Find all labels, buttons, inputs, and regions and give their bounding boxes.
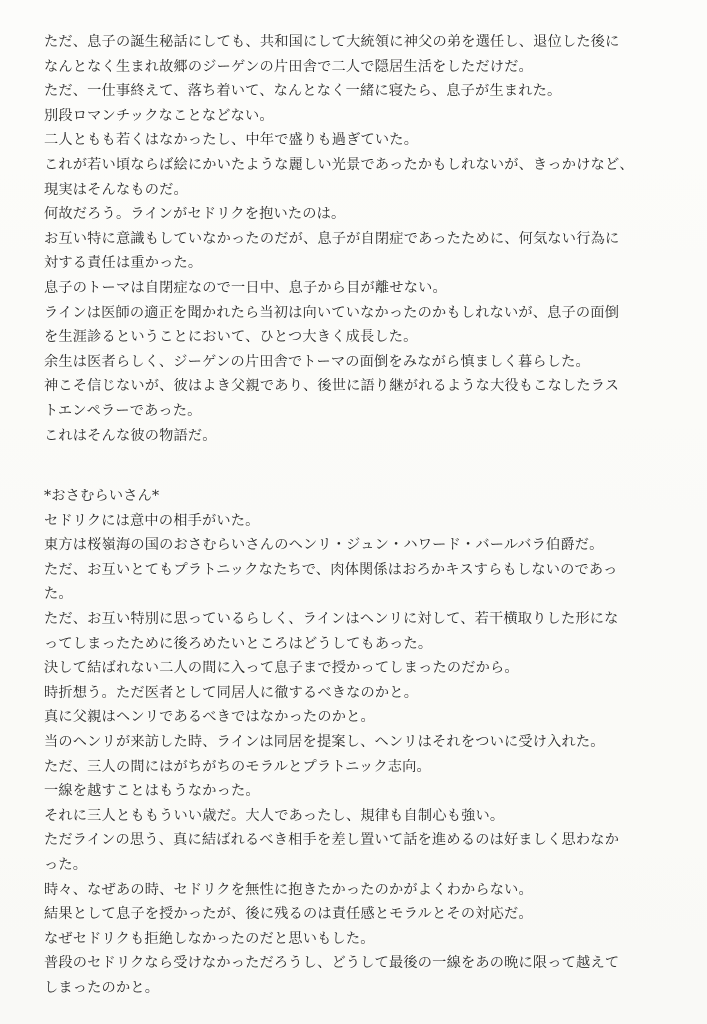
text-line: ってしまったために後ろめたいところはどうしてもあった。 — [44, 635, 433, 652]
text-line: 決して結ばれない二人の間に入って息子まで授かってしまったのだから。 — [44, 660, 519, 677]
text-line: ラインは医師の適正を聞かれたら当初は向いていなかったのかもしれないが、息子の面倒 — [44, 304, 620, 321]
text-line: 別段ロマンチックなことなどない。 — [44, 107, 274, 124]
text-line: 余生は医者らしく、ジーゲンの片田舎でトーマの面倒をみながら慎ましく暮らした。 — [44, 353, 590, 370]
text-line: これはそんな彼の物語だ。 — [44, 427, 217, 444]
text-line: 時折想う。ただ医者として同居人に徹するべきなのかと。 — [44, 684, 419, 701]
text-line: 二人ともも若くはなかったし、中年で盛りも過ぎていた。 — [44, 132, 419, 149]
text-line: た。 — [44, 586, 73, 603]
text-line: ただ、三人の間にはがちがちのモラルとプラトニック志向。 — [44, 758, 431, 775]
text-line: しまったのかと。 — [44, 979, 160, 996]
text-line: ただ、一仕事終えて、落ち着いて、なんとなく一緒に寝たら、息子が生まれた。 — [44, 83, 562, 100]
osamurai-san-section — [44, 484, 666, 1000]
text-line: 当のヘンリが来訪した時、ラインは同居を提案し、ヘンリはそれをついに受け入れた。 — [44, 733, 605, 750]
text-line: セドリクには意中の相手がいた。 — [44, 512, 260, 529]
text-line: 東方は桜嶺海の国のおさむらいさんのヘンリ・ジュン・ハワード・バールバラ伯爵だ。 — [44, 537, 604, 554]
text-line: 普段のセドリクなら受けなかっただろうし、どうして最後の一線をあの晩に限って越えて — [44, 955, 620, 972]
text-line: った。 — [44, 856, 88, 873]
text-line: 対する責任は重かった。 — [44, 255, 203, 272]
text-line: 結果として息子を授かったが、後に残るのは責任感とモラルとその対応だ。 — [44, 906, 533, 923]
text-line: なぜセドリクも拒絶しなかったのだと思いもした。 — [44, 930, 375, 947]
section-heading: *おさむらいさん* — [44, 488, 160, 504]
text-line: ただ、お互いとてもプラトニックなたちで、肉体関係はおろかキスすらもしないのであっ — [44, 561, 618, 578]
text-line: 真に父親はヘンリであるべきではなかったのかと。 — [44, 709, 375, 726]
text-line: 現実はそんなものだ。 — [44, 181, 188, 198]
text-line: それに三人とももういい歳だ。大人であったし、規律も自制心も強い。 — [44, 807, 505, 824]
text-line: お互い特に意識もしていなかったのだが、息子が自閉症であったために、何気ない行為に — [44, 230, 620, 247]
text-line: トエンペラーであった。 — [44, 402, 202, 419]
text-line: ただ、お互い特別に思っているらしく、ラインはヘンリに対して、若干横取りした形にな — [44, 610, 619, 627]
text-line: これが若い頃ならば絵にかいたような麗しい光景であったかもしれないが、きっかけなど、 — [44, 156, 634, 173]
text-line: 息子のトーマは自閉症なので一日中、息子から目が離せない。 — [44, 279, 447, 296]
text-line: 何故だろう。ラインがセドリクを抱いたのは。 — [44, 206, 346, 223]
text-line: 神こそ信じないが、彼はよき父親であり、後世に語り継がれるような大役もこなしたラス — [44, 378, 620, 395]
prologue-section — [44, 30, 666, 448]
text-line: 一線を越すことはもうなかった。 — [44, 783, 260, 800]
text-line: なんとなく生まれ故郷のジーゲンの片田舎で二人で隠居生活をしただけだ。 — [44, 58, 533, 75]
text-line: ただ、息子の誕生秘話にしても、共和国にして大統領に神父の弟を選任し、退位した後に — [44, 34, 620, 50]
text-line: 時々、なぜあの時、セドリクを無性に抱きたかったのかがよくわからない。 — [44, 881, 533, 898]
text-line: を生涯診るということにおいて、ひとつ大きく成長した。 — [44, 329, 418, 346]
text-line: ただラインの思う、真に結ばれるべき相手を差し置いて話を進めるのは好ましく思わなか — [44, 832, 620, 849]
